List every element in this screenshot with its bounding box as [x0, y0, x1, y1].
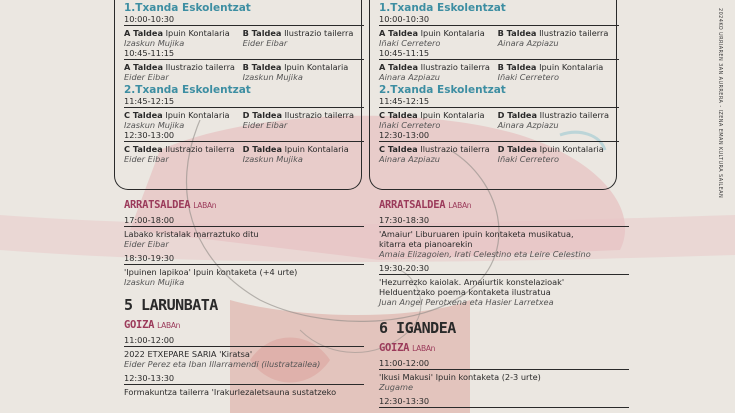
group-label: B Taldea	[497, 28, 537, 38]
group-cell	[243, 62, 364, 82]
event-title-line2: kitarra eta pianoarekin	[379, 239, 473, 249]
time-slot: 12:30-13:00	[379, 130, 619, 142]
time-slot: 18:30-19:30	[124, 253, 364, 265]
time-slot: 12:30-13:00	[124, 130, 364, 142]
person-name: Eider Eibar	[242, 120, 288, 130]
person-name: Ainara Azpiazu	[379, 154, 440, 164]
event-title: 2022 ETXEPARE SARIA 'Kiratsa'	[124, 349, 253, 359]
group-cell	[379, 28, 498, 48]
venue-label: LABAn	[448, 201, 472, 210]
group-label: C Taldea	[124, 144, 163, 154]
time-slot: 10:00-10:30	[124, 14, 364, 26]
activity-label: Ipuin Kontalaria	[165, 28, 230, 38]
time-slot: 11:00-12:00	[379, 358, 629, 370]
activity-label: Ilustrazio tailerra	[539, 28, 609, 38]
day-heading: 5 LARUNBATA	[124, 296, 218, 314]
person-name: Izaskun Mujika	[124, 38, 185, 48]
group-label: C Taldea	[379, 110, 418, 120]
person-name: Izaskun Mujika	[124, 120, 185, 130]
left-box-content	[124, 2, 364, 164]
person-name: Ainara Azpiazu	[497, 38, 559, 48]
activity-label: Ilustrazio tailerra	[539, 110, 609, 120]
group-label: D Taldea	[242, 110, 283, 120]
activity-label: Ilustrazio tailerra	[284, 28, 354, 38]
time-slot: 10:00-10:30	[379, 14, 619, 26]
time-slot: 17:30-18:30	[379, 215, 629, 227]
person-name: Iñaki Cerretero	[379, 38, 441, 48]
venue-label: LABAn	[412, 344, 436, 353]
time-slot: 12:30-13:30	[124, 373, 364, 385]
group-label: A Taldea	[124, 28, 163, 38]
shift-title: 1.Txanda Eskolentzat	[379, 2, 506, 14]
person-name: Eider Eibar	[242, 38, 288, 48]
group-cell	[124, 28, 243, 48]
event-title: 'Hezurrezko kaiolak. Amaiurtik konstelazioak'	[379, 277, 565, 287]
group-cell	[498, 62, 619, 82]
activity-label: Ilustrazio tailerra	[420, 144, 490, 154]
group-label: D Taldea	[242, 144, 283, 154]
group-cell	[379, 144, 498, 164]
group-pair	[124, 28, 364, 48]
time-slot: 11:45-12:15	[379, 96, 619, 108]
time-slot: 17:00-18:00	[124, 215, 364, 227]
group-label: A Taldea	[124, 62, 163, 72]
event-title: Labako kristalak marraztuko ditu	[124, 229, 259, 239]
group-label: B Taldea	[242, 28, 282, 38]
activity-label: Ipuin Kontalaria	[284, 144, 349, 154]
section-heading: ARRATSALDEA LABAn	[379, 199, 472, 211]
group-pair	[379, 110, 619, 130]
person-name: Iñaki Cerretero	[497, 154, 559, 164]
event-title: Formakuntza tailerra 'Irakurlezaletsauna sustatzeko	[124, 387, 337, 397]
time-slot: 10:45-11:15	[379, 48, 619, 60]
section-heading: GOIZA LABAn	[379, 342, 436, 354]
person-name: Amaia Elizagoien, Irati Celestino eta Leire Celestino	[379, 249, 591, 259]
group-cell	[498, 144, 619, 164]
event-title: 'Amaiur' Liburuaren ipuin kontaketa musikatua,	[379, 229, 574, 239]
time-slot: 19:30-20:30	[379, 263, 629, 275]
group-label: D Taldea	[497, 110, 538, 120]
shift-title: 1.Txanda Eskolentzat	[124, 2, 251, 14]
group-cell	[243, 144, 364, 164]
group-cell	[243, 28, 364, 48]
activity-label: Ipuin Kontalaria	[539, 144, 604, 154]
event-title-line2: Helduentzako poema kontaketa ilustratua	[379, 287, 551, 297]
right-box-content	[379, 2, 619, 164]
time-slot: 12:30-13:30	[379, 396, 629, 408]
person-name: Ainara Azpiazu	[379, 72, 440, 82]
section-heading: ARRATSALDEA LABAn	[124, 199, 217, 211]
group-cell	[124, 144, 243, 164]
person-name: Iñaki Cerretero	[379, 120, 441, 130]
group-cell	[498, 28, 619, 48]
group-cell	[379, 62, 498, 82]
right-lower-column	[379, 199, 629, 410]
person-name: Juan Angel Perotxena eta Hasier Larretxea	[379, 297, 554, 307]
event-title: 'Ikusi Makusi' Ipuin kontaketa (2-3 urte)	[379, 372, 541, 382]
group-label: A Taldea	[379, 28, 418, 38]
group-label: C Taldea	[124, 110, 163, 120]
time-slot: 11:00-12:00	[124, 335, 364, 347]
person-name: Izaskun Mujika	[242, 154, 303, 164]
activity-label: Ipuin Kontalaria	[284, 62, 349, 72]
group-label: C Taldea	[379, 144, 418, 154]
group-label: A Taldea	[379, 62, 418, 72]
person-name: Iñaki Cerretero	[497, 72, 559, 82]
person-name: Eider Perez eta Iban Illarramendi (ilustratzailea)	[124, 359, 321, 369]
shift-title: 2.Txanda Eskolentzat	[124, 84, 251, 96]
activity-label: Ilustrazio tailerra	[165, 144, 235, 154]
activity-label: Ilustrazio tailerra	[165, 62, 235, 72]
group-label: D Taldea	[497, 144, 538, 154]
person-name: Eider Eibar	[124, 72, 169, 82]
event-title: 'Ipuinen lapikoa' Ipuin kontaketa (+4 urte)	[124, 267, 298, 277]
group-pair	[124, 62, 364, 82]
activity-label: Ilustrazio tailerra	[284, 110, 354, 120]
group-cell	[379, 110, 498, 130]
day-heading: 6 IGANDEA	[379, 319, 456, 337]
group-cell	[498, 110, 619, 130]
time-slot: 11:45-12:15	[124, 96, 364, 108]
time-slot: 10:45-11:15	[124, 48, 364, 60]
shift-title: 2.Txanda Eskolentzat	[379, 84, 506, 96]
side-registration-note: 2024KO URRIAREN 3AN AURRERA - IZENA EMAN KULTURA SAILEAN	[717, 8, 723, 199]
left-lower-column	[124, 199, 364, 397]
person-name: Zugame	[379, 382, 414, 392]
activity-label: Ipuin Kontalaria	[165, 110, 230, 120]
group-pair	[379, 28, 619, 48]
group-label: B Taldea	[242, 62, 282, 72]
activity-label: Ilustrazio tailerra	[420, 62, 490, 72]
group-cell	[124, 62, 243, 82]
person-name: Ainara Azpiazu	[497, 120, 559, 130]
person-name: Eider Eibar	[124, 154, 169, 164]
group-cell	[124, 110, 243, 130]
venue-label: LABAn	[157, 321, 181, 330]
activity-label: Ipuin Kontalaria	[420, 110, 485, 120]
group-pair	[124, 144, 364, 164]
group-pair	[124, 110, 364, 130]
person-name: Eider Eibar	[124, 239, 169, 249]
activity-label: Ipuin Kontalaria	[539, 62, 604, 72]
activity-label: Ipuin Kontalaria	[420, 28, 485, 38]
group-label: B Taldea	[497, 62, 537, 72]
group-cell	[243, 110, 364, 130]
group-pair	[379, 144, 619, 164]
person-name: Izaskun Mujika	[124, 277, 185, 287]
venue-label: LABAn	[193, 201, 217, 210]
section-heading: GOIZA LABAn	[124, 319, 181, 331]
person-name: Izaskun Mujika	[242, 72, 303, 82]
group-pair	[379, 62, 619, 82]
